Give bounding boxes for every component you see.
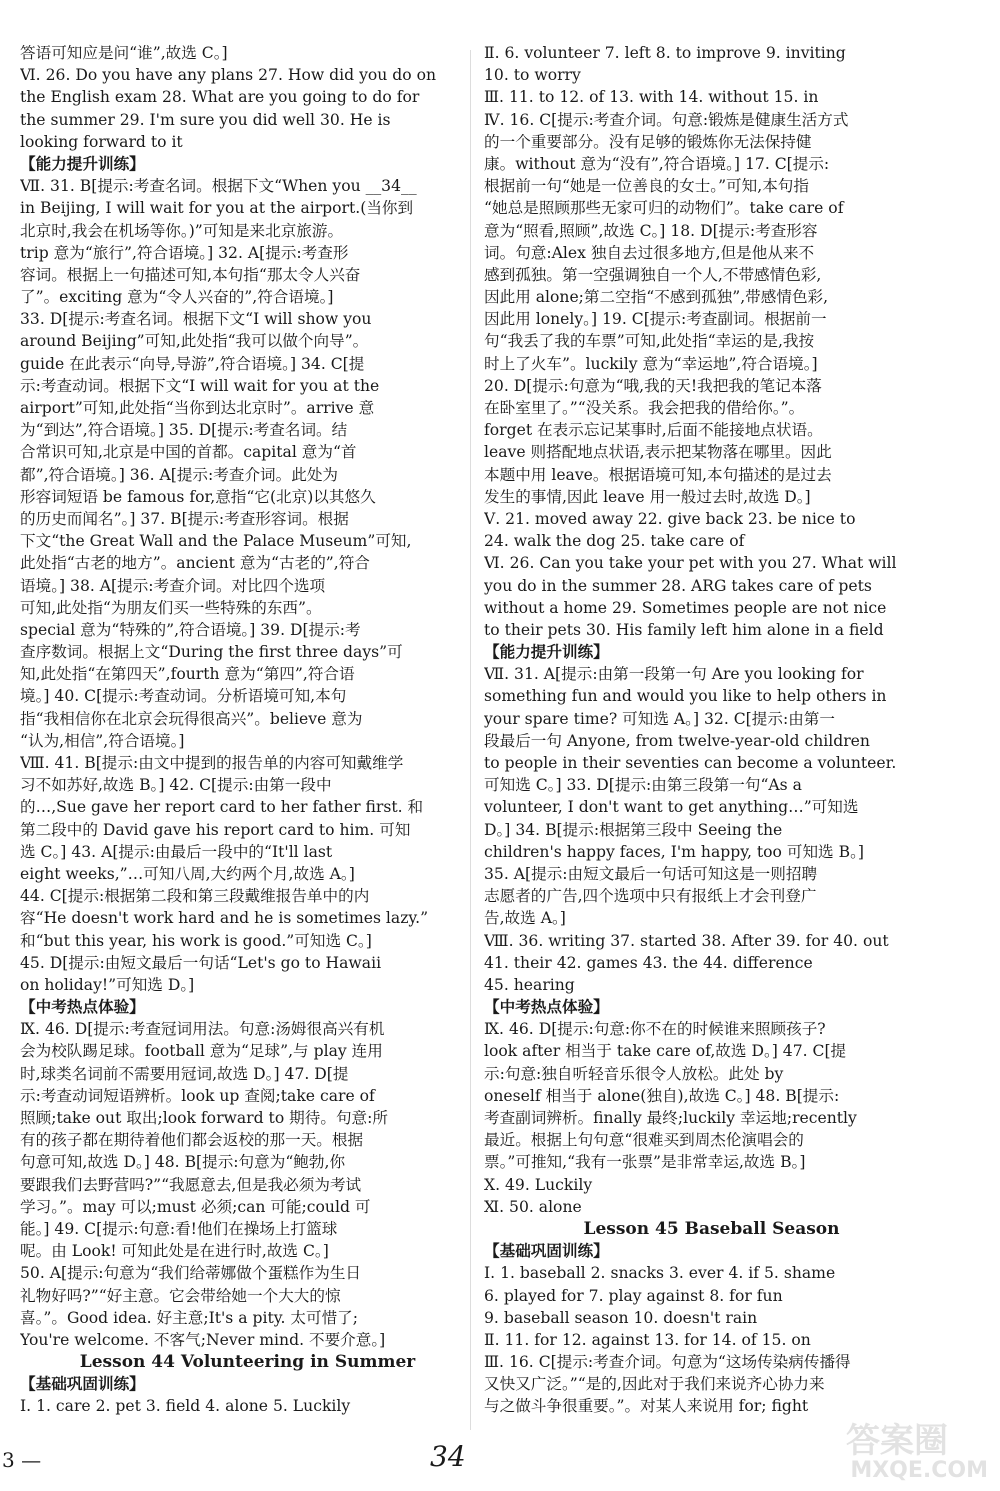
text-line: 形容词短语 be famous for,意指“它(北京)以其悠久 (20, 487, 376, 506)
text-line: “认为,相信”,符合语境。] (20, 731, 185, 750)
text-line: 段最后一句 Anyone, from twelve-year-old children (484, 731, 870, 750)
text-line: Ⅸ. 46. D[提示:句意:你不在的时候谁来照顾孩子? (484, 1020, 826, 1039)
text-line: around Beijing”可知,此处指“我可以做个向导”。 (20, 332, 369, 351)
text-line: your spare time? 可知选 A。] 32. C[提示:由第一 (484, 709, 835, 728)
text-line: 又快又广泛。”“是的,因此对于我们来说齐心协力来 (484, 1375, 825, 1394)
right-column (484, 42, 939, 1418)
text-line: Ⅳ. 16. C[提示:考查介词。句意:锻炼是健康生活方式 (484, 110, 849, 129)
text-line: Ⅲ. 16. C[提示:考查介词。句意为“这场传染病传播得 (484, 1353, 851, 1372)
text-line: 45. D[提示:由短文最后一句话“Let's go to Hawaii (20, 953, 382, 972)
text-line: 答语可知应是问“谁”,故选 C。] (20, 44, 228, 62)
text-line: 志愿者的广告,四个选项中只有报纸上才会刊登广 (484, 887, 817, 906)
text-line: 41. their 42. games 43. the 44. difference (484, 953, 813, 972)
text-line: oneself 相当于 alone(独自),故选 C。] 48. B[提示: (484, 1086, 840, 1105)
text-line: Ⅰ. 1. baseball 2. snacks 3. ever 4. if 5. shame (484, 1264, 836, 1283)
text-line: 【中考热点体验】 (20, 997, 145, 1017)
text-line: Lesson 44 Volunteering in Summer (79, 1352, 416, 1373)
text-line: to their pets 30. His family left him alone in a field (484, 620, 884, 639)
text-line: trip 意为“旅行”,符合语境。] 32. A[提示:考查形 (20, 243, 349, 262)
text-line: 呢。由 Look! 可知此处是在进行时,故选 C。] (20, 1242, 329, 1261)
text-line: Ⅰ. 1. care 2. pet 3. field 4. alone 5. Luckily (20, 1397, 351, 1416)
text-line: 在卧室里了。”“没关系。我会把我的借给你。”。 (484, 399, 805, 417)
text-line: 【能力提升训练】 (484, 642, 609, 662)
text-line: forget 在表示忘记某事时,后面不能接地点状语。 (484, 421, 823, 440)
text-line: 6. played for 7. play against 8. for fun (484, 1286, 783, 1305)
text-line: 告,故选 A。] (484, 909, 566, 928)
text-line: 时上了火车”。luckily 意为“幸运地”,符合语境。] (484, 354, 818, 373)
text-line: airport”可知,此处指“当你到达北京时”。arrive 意 (20, 399, 375, 417)
text-line: Lesson 45 Baseball Season (583, 1218, 840, 1239)
text-line: the English exam 28. What are you going to do for (20, 88, 420, 107)
text-line: 康。without 意为“没有”,符合语境。] 17. C[提示: (484, 154, 830, 173)
text-line: 容词。根据上一句描述可知,本句指“那太令人兴奋 (20, 265, 361, 284)
column-divider (470, 50, 471, 1430)
text-line: 能。] 49. C[提示:句意:看!他们在操场上打篮球 (20, 1219, 338, 1238)
text-line: 的历史而闻名”。] 37. B[提示:考查形容词。根据 (20, 509, 349, 528)
text-line: 最近。根据上句句意“很难买到周杰伦演唱会的 (484, 1131, 804, 1150)
text-line: You're welcome. 不客气;Never mind. 不要介意。] (20, 1330, 386, 1349)
watermark (808, 1413, 988, 1483)
text-line: 境。] 40. C[提示:考查动词。分析语境可知,本句 (20, 687, 347, 706)
text-line: 礼物好吗?”“好主意。它会带给她一个大大的惊 (20, 1286, 341, 1305)
text-line: 【基础巩固训练】 (484, 1241, 609, 1261)
text-line: D。] 34. B[提示:根据第三段中 Seeing the (484, 820, 783, 839)
text-line: 会为校队踢足球。football 意为“足球”,与 play 连用 (20, 1042, 383, 1061)
text-line: 【中考热点体验】 (484, 997, 609, 1017)
text-line: Ⅷ. 41. B[提示:由文中提到的报告单的内容可知戴维学 (20, 754, 404, 772)
text-line: eight weeks,”…可知八周,大约两个月,故选 A。] (20, 864, 355, 883)
text-line: something fun and would you like to help others in (484, 687, 887, 706)
text-line: 因此用 alone;第二空指“不感到孤独”,带感情色彩, (484, 288, 829, 307)
text-line: 指“我相信你在北京会玩得很高兴”。believe 意为 (20, 709, 363, 728)
text-line: 示:考查动词短语辨析。look up 查阅;take care of (20, 1086, 375, 1105)
text-line: guide 在此表示“向导,导游”,符合语境。] 34. C[提 (20, 354, 365, 373)
text-line: 示:句意:独自听轻音乐很令人放松。此处 by (484, 1064, 784, 1083)
text-line: Ⅶ. 31. A[提示:由第一段第一句 Are you looking for (484, 665, 864, 684)
text-line: Ⅲ. 11. to 12. of 13. with 14. without 15. in (484, 88, 819, 107)
text-line: 【能力提升训练】 (20, 153, 145, 173)
text-line: 24. walk the dog 25. take care of (484, 532, 745, 551)
text-line: 词。句意:Alex 独自去过很多地方,但是他从来不 (484, 243, 815, 262)
text-line: 合常识可知,北京是中国的首都。capital 意为“首 (20, 443, 357, 462)
text-line: 50. A[提示:句意为“我们给蒂娜做个蛋糕作为生日 (20, 1264, 362, 1283)
page-number: 34 (430, 1440, 466, 1473)
text-line: 习不如苏好,故选 B。] 42. C[提示:由第一段中 (20, 776, 332, 795)
text-line: 10. to worry (484, 66, 581, 85)
text-line: to people in their seventies can become a volunteer. (484, 754, 897, 772)
text-line: 【基础巩固训练】 (20, 1374, 145, 1394)
text-line: 为“到达”,符合语境。] 35. D[提示:考查名词。结 (20, 421, 348, 440)
text-line: 根据前一句“她是一位善良的女士。”可知,本句指 (484, 177, 809, 196)
text-line: Ⅶ. 31. B[提示:考查名词。根据下文“When you __34__ (20, 177, 417, 196)
text-line: 第二段中的 David gave his report card to him. 可知 (20, 820, 411, 839)
text-line: Ⅷ. 36. writing 37. started 38. After 39. for 40. out (484, 931, 889, 950)
text-line: 本题中用 leave。根据语境可知,本句描述的是过去 (484, 465, 832, 484)
text-line: 都”,符合语境。] 36. A[提示:考查介词。此处为 (20, 465, 339, 484)
text-line: 时,球类名词前不需要用冠词,故选 D。] 47. D[提 (20, 1064, 349, 1083)
text-line: 44. C[提示:根据第二段和第三段戴维报告单中的内 (20, 887, 370, 906)
text-line: 9. baseball season 10. doesn't rain (484, 1308, 758, 1327)
text-line: Ⅵ. 26. Can you take your pet with you 27. What will (484, 554, 897, 573)
text-line: 选 C。] 43. A[提示:由最后一段中的“It'll last (20, 842, 333, 861)
text-line: Ⅱ. 6. volunteer 7. left 8. to improve 9. inviting (484, 44, 846, 62)
text-line: looking forward to it (20, 132, 183, 151)
text-line: 北京时,我会在机场等你。)”可知是来北京旅游。 (20, 221, 344, 240)
text-line: 句意可知,故选 D。] 48. B[提示:句意为“鲍勃,你 (20, 1153, 346, 1172)
text-line: 因此用 lonely。] 19. C[提示:考查副词。根据前一 (484, 310, 827, 329)
text-line: Ⅱ. 11. for 12. against 13. for 14. of 15. on (484, 1330, 811, 1349)
text-line: Ⅵ. 26. Do you have any plans 27. How did you do on (20, 66, 437, 85)
text-line: 考查副词辨析。finally 最终;luckily 幸运地;recently (484, 1109, 857, 1127)
text-line: 要跟我们去野营吗?”“我愿意去,但是我必须为考试 (20, 1175, 362, 1194)
text-line: 和“but this year, his work is good.”可知选 C。] (20, 931, 372, 950)
text-line: 意为“照看,照顾”,故选 C。] 18. D[提示:考查形容 (484, 221, 818, 240)
text-line: 查序数词。根据上文“During the first three days”可 (20, 643, 403, 662)
left-column (20, 42, 475, 1418)
text-line: Ⅴ. 21. moved away 22. give back 23. be nice to (484, 509, 856, 528)
text-line: children's happy faces, I'm happy, too 可知选 B。] (484, 842, 864, 861)
text-line: 45. hearing (484, 975, 575, 994)
text-line: 可知,此处指“为朋友们买一些特殊的东西”。 (20, 598, 322, 617)
text-line: 感到孤独。第一空强调独自一个人,不带感情色彩, (484, 265, 822, 284)
text-line: 的一个重要部分。没有足够的锻炼你无法保持健 (484, 132, 812, 151)
text-line: 下文“the Great Wall and the Palace Museum”可知, (20, 532, 412, 551)
text-line: “她总是照顾那些无家可归的动物们”。take care of (484, 199, 844, 218)
text-line: 语境。] 38. A[提示:考查介词。对比四个选项 (20, 576, 326, 595)
text-line: 20. D[提示:句意为“哦,我的天!我把我的笔记本落 (484, 376, 822, 395)
text-line: 学习。”。may 可以;must 必须;can 可能;could 可 (20, 1197, 371, 1216)
text-line: 35. A[提示:由短文最后一句话可知这是一则招聘 (484, 864, 818, 883)
watermark-url: MXQE.COM (850, 1458, 988, 1483)
text-line: in Beijing, I will wait for you at the airport.(当你到 (20, 199, 414, 218)
text-line: 喜。”。Good idea. 好主意;It's a pity. 太可惜了; (20, 1308, 359, 1327)
text-line: leave 则搭配地点状语,表示把某物落在哪里。因此 (484, 443, 832, 462)
text-line: 照顾;take out 取出;look forward to 期待。句意:所 (20, 1109, 388, 1127)
text-line: 33. D[提示:考查名词。根据下文“I will show you (20, 310, 372, 329)
text-line: 句“我丢了我的车票”可知,此处指“幸运的是,我按 (484, 332, 815, 351)
text-line: you do in the summer 28. ARG takes care of pets (484, 576, 872, 595)
text-line: the summer 29. I'm sure you did well 30. He is (20, 110, 391, 129)
text-line: 容“He doesn't work hard and he is sometimes lazy.” (20, 909, 429, 928)
text-line: volunteer, I don't want to get anything…”可知选 (484, 798, 859, 817)
text-line: look after 相当于 take care of,故选 D。] 47. C[提 (484, 1042, 847, 1061)
text-line: Ⅺ. 50. alone (484, 1197, 582, 1216)
text-line: 与之做斗争很重要。”。对某人来说用 for; fight (484, 1397, 809, 1416)
watermark-logo: 答案圈 (846, 1421, 948, 1461)
text-line: 有的孩子都在期待着他们都会返校的那一天。根据 (20, 1131, 364, 1150)
text-line: 发生的事情,因此 leave 用一般过去时,故选 D。] (484, 487, 811, 506)
text-line: Ⅸ. 46. D[提示:考查冠词用法。句意:汤姆很高兴有机 (20, 1020, 385, 1039)
text-line: 了”。exciting 意为“令人兴奋的”,符合语境。] (20, 288, 334, 307)
text-line: 票。”可推知,“我有一张票”是非常幸运,故选 B。] (484, 1153, 806, 1172)
text-line: 知,此处指“在第四天”,fourth 意为“第四”,符合语 (20, 665, 355, 684)
text-line: special 意为“特殊的”,符合语境。] 39. D[提示:考 (20, 620, 361, 639)
text-line: Ⅹ. 49. Luckily (484, 1175, 593, 1194)
text-line: 此处指“古老的地方”。ancient 意为“古老的”,符合 (20, 554, 370, 573)
text-line: 示:考查动词。根据下文“I will wait for you at the (20, 376, 380, 395)
text-line: on holiday!”可知选 D。] (20, 975, 195, 994)
page-corner-mark: 3 — (2, 1448, 42, 1472)
text-line: 的…,Sue gave her report card to her father first. 和 (20, 798, 424, 817)
text-line: 可知选 C。] 33. D[提示:由第三段第一句“As a (484, 776, 802, 795)
text-line: without a home 29. Sometimes people are not nice (484, 598, 887, 617)
